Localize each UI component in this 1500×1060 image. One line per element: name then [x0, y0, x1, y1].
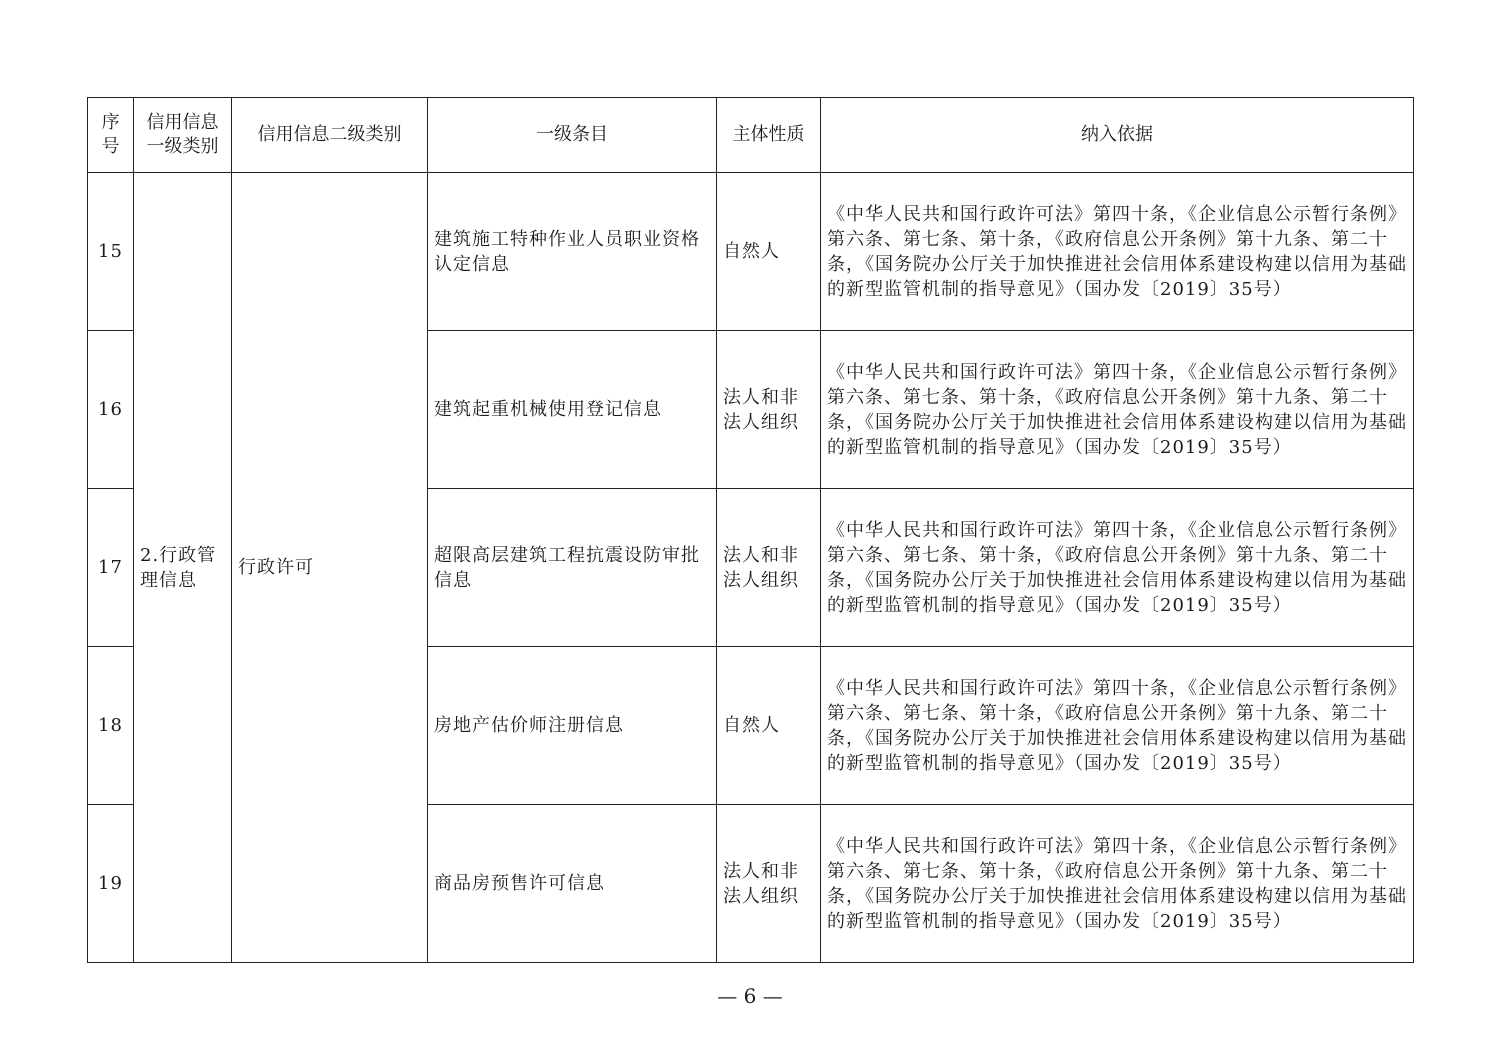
row-seq: 15	[88, 173, 134, 331]
header-item: 一级条目	[428, 98, 717, 173]
category1-cell: 2.行政管理信息	[134, 173, 232, 963]
row-basis: 《中华人民共和国行政许可法》第四十条，《企业信息公示暂行条例》第六条、第七条、第十条，《政府信息公开条例》第十九条、第二十条，《国务院办公厅关于加快推进社会信用体系建设构建以信用为基础的新型监管机制的指导意见》（国办发〔2019〕35号）	[821, 489, 1414, 647]
header-subject: 主体性质	[717, 98, 821, 173]
row-subject: 法人和非法人组织	[717, 489, 821, 647]
table-header-row	[88, 98, 1414, 173]
table-row	[88, 173, 1414, 331]
row-seq: 19	[88, 805, 134, 963]
row-seq: 17	[88, 489, 134, 647]
category2-cell: 行政许可	[232, 173, 428, 963]
page-number: — 6 —	[717, 984, 783, 1008]
row-subject: 自然人	[717, 647, 821, 805]
row-subject: 法人和非法人组织	[717, 805, 821, 963]
row-subject: 自然人	[717, 173, 821, 331]
row-item: 超限高层建筑工程抗震设防审批信息	[428, 489, 717, 647]
header-seq-line2: 号	[101, 136, 120, 157]
header-category1	[134, 98, 232, 173]
credit-info-table	[87, 97, 1414, 963]
row-basis: 《中华人民共和国行政许可法》第四十条，《企业信息公示暂行条例》第六条、第七条、第十条，《政府信息公开条例》第十九条、第二十条，《国务院办公厅关于加快推进社会信用体系建设构建以信用为基础的新型监管机制的指导意见》（国办发〔2019〕35号）	[821, 331, 1414, 489]
row-seq: 16	[88, 331, 134, 489]
row-seq: 18	[88, 647, 134, 805]
header-category1-line2: 一级类别	[146, 136, 219, 157]
header-category2: 信用信息二级类别	[232, 98, 428, 173]
header-category1-line1: 信用信息	[146, 112, 219, 133]
header-basis: 纳入依据	[821, 98, 1414, 173]
row-item: 房地产估价师注册信息	[428, 647, 717, 805]
row-subject: 法人和非法人组织	[717, 331, 821, 489]
row-basis: 《中华人民共和国行政许可法》第四十条，《企业信息公示暂行条例》第六条、第七条、第十条，《政府信息公开条例》第十九条、第二十条，《国务院办公厅关于加快推进社会信用体系建设构建以信用为基础的新型监管机制的指导意见》（国办发〔2019〕35号）	[821, 647, 1414, 805]
row-basis: 《中华人民共和国行政许可法》第四十条，《企业信息公示暂行条例》第六条、第七条、第十条，《政府信息公开条例》第十九条、第二十条，《国务院办公厅关于加快推进社会信用体系建设构建以信用为基础的新型监管机制的指导意见》（国办发〔2019〕35号）	[821, 173, 1414, 331]
row-item: 建筑施工特种作业人员职业资格认定信息	[428, 173, 717, 331]
row-basis: 《中华人民共和国行政许可法》第四十条，《企业信息公示暂行条例》第六条、第七条、第十条，《政府信息公开条例》第十九条、第二十条，《国务院办公厅关于加快推进社会信用体系建设构建以信用为基础的新型监管机制的指导意见》（国办发〔2019〕35号）	[821, 805, 1414, 963]
header-seq	[88, 98, 134, 173]
row-item: 商品房预售许可信息	[428, 805, 717, 963]
row-item: 建筑起重机械使用登记信息	[428, 331, 717, 489]
header-seq-line1: 序	[101, 112, 120, 133]
